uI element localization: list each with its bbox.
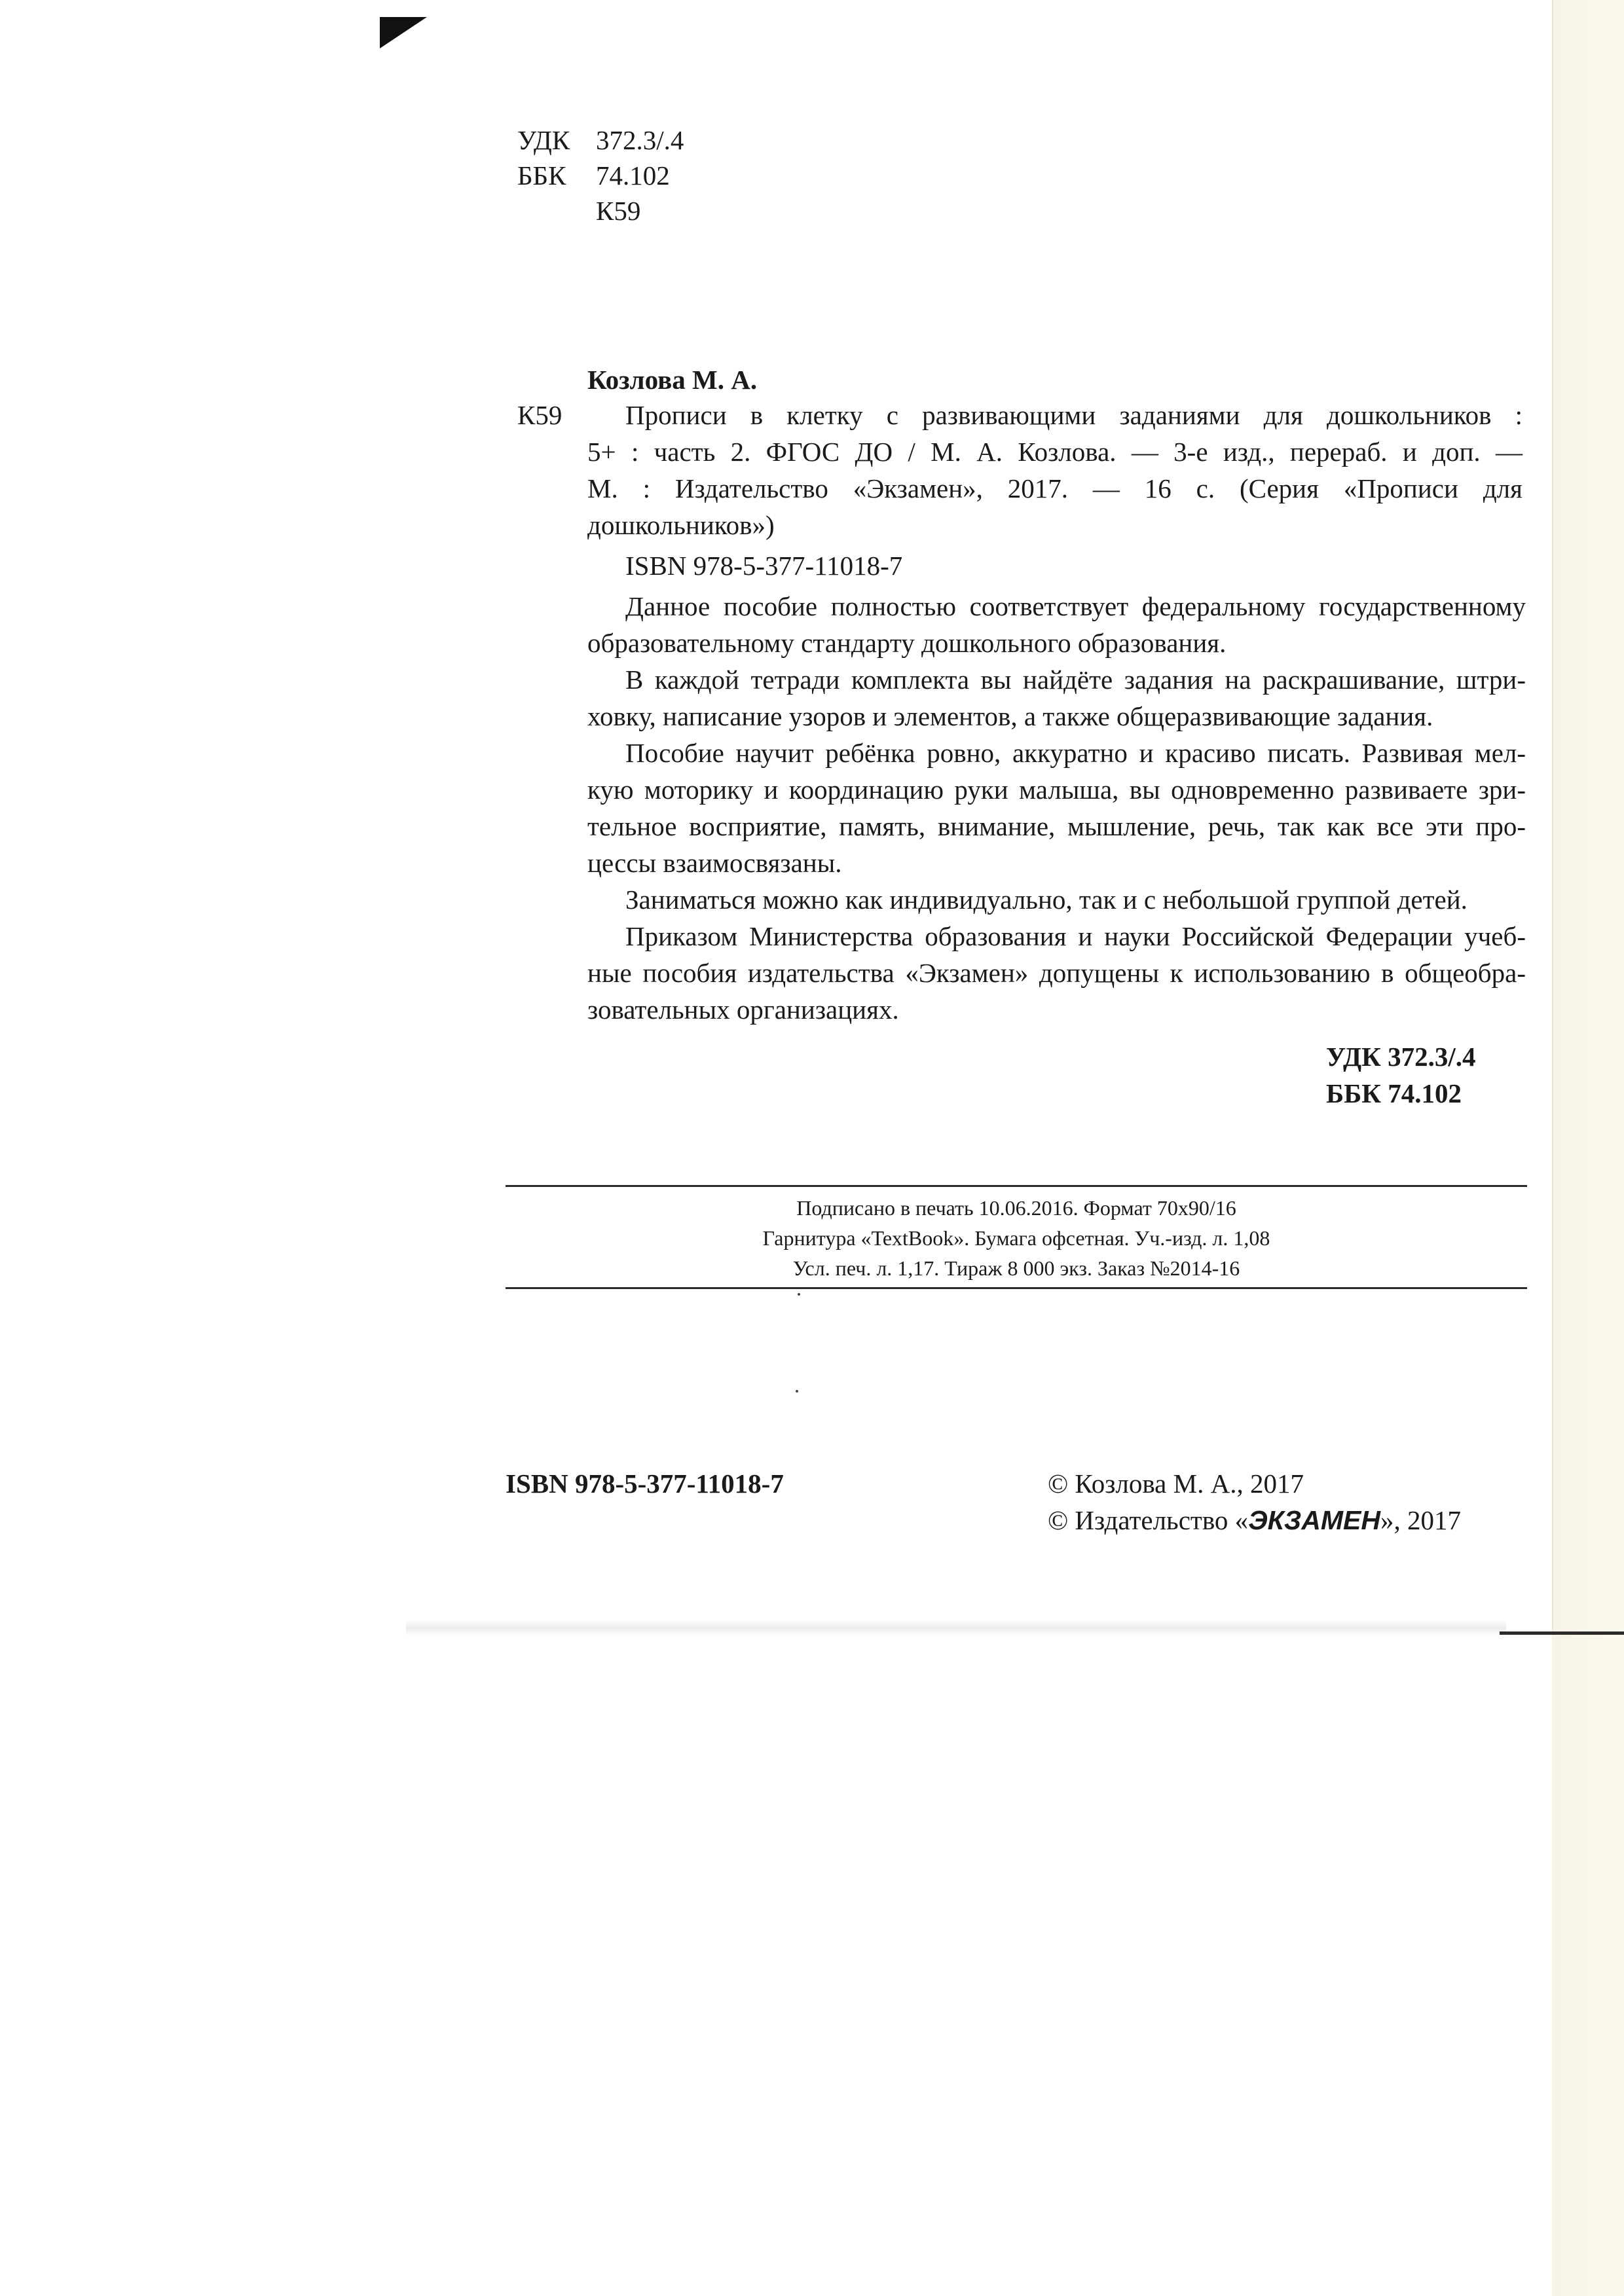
copyright-publisher (1048, 1502, 1461, 1539)
scan-edge-strip (1552, 0, 1624, 2296)
annotation-line: Заниматься можно как индивидуально, так и с небольшой группой детей. (625, 884, 1467, 915)
record-line-2: 5+ : часть 2. ФГОС ДО / М. А. Козлова. — 3-е изд., перераб. и доп. — (587, 437, 1522, 467)
copyright-publisher-prefix: © Издательство « (1048, 1505, 1249, 1535)
copyright-publisher-suffix: », 2017 (1380, 1505, 1461, 1535)
bbk-top-value: 74.102 (596, 160, 670, 191)
record-line-4: дошкольников») (587, 510, 775, 540)
scan-edge-line (1552, 0, 1553, 1630)
annotation-line: цессы взаимосвязаны. (587, 848, 842, 878)
annotation-line: ные пособия издательства «Экзамен» допущены к использованию в общеобра- (587, 958, 1526, 988)
scan-speck (796, 1390, 798, 1393)
udk-top-value: 372.3/.4 (596, 125, 684, 155)
annotation-line: зовательных организациях. (587, 994, 899, 1025)
record-author: Козлова М. А. (587, 365, 758, 395)
annotation-line: кую моторику и координацию руки малыша, вы одновременно развиваете зри- (587, 774, 1526, 805)
udk-top-label: УДК (517, 125, 570, 155)
scan-corner-mark (380, 17, 427, 48)
publisher-brand: ЭКЗАМЕН (1248, 1505, 1380, 1535)
imprint-rule-top (506, 1185, 1527, 1187)
imprint-rule-bottom (506, 1287, 1527, 1289)
record-line-3: М. : Издательство «Экзамен», 2017. — 16 с. (Серия «Прописи для (587, 473, 1522, 503)
annotation-line: Приказом Министерства образования и науки Российской Федерации учеб- (625, 921, 1526, 951)
record-isbn: ISBN 978-5-377-11018-7 (625, 551, 903, 581)
scan-speck (798, 1293, 800, 1296)
annotation-line: ховку, написание узоров и элементов, а также общеразвивающие задания. (587, 701, 1433, 731)
record-author-mark: К59 (517, 400, 563, 430)
bbk-top-label: ББК (517, 160, 566, 191)
bbk-bottom: ББК 74.102 (1326, 1078, 1462, 1108)
imprint-line: Усл. печ. л. 1,17. Тираж 8 000 экз. Заказ №2014-16 (792, 1256, 1240, 1280)
annotation-line: Данное пособие полностью соответствует федеральному государственному (625, 591, 1526, 621)
udk-bottom: УДК 372.3/.4 (1326, 1042, 1476, 1072)
copyright-author: © Козлова М. А., 2017 (1048, 1468, 1304, 1499)
annotation-line: В каждой тетради комплекта вы найдёте задания на раскрашивание, штри- (625, 665, 1526, 695)
imprint-line: Подписано в печать 10.06.2016. Формат 70х90/16 (796, 1196, 1236, 1220)
scan-bottom-line (1500, 1631, 1624, 1635)
annotation-line: образовательному стандарту дошкольного образования. (587, 628, 1227, 658)
footer-isbn: ISBN 978-5-377-11018-7 (506, 1468, 784, 1499)
imprint-line: Гарнитура «TextBook». Бумага офсетная. Уч.-изд. л. 1,08 (762, 1226, 1270, 1250)
author-mark-top: К59 (596, 196, 641, 226)
scan-shadow (406, 1620, 1506, 1636)
annotation-line: Пособие научит ребёнка ровно, аккуратно и красиво писать. Развивая мел- (625, 738, 1526, 768)
annotation-line: тельное восприятие, память, внимание, мышление, речь, так как все эти про- (587, 811, 1526, 841)
record-line-1: Прописи в клетку с развивающими заданиями для дошкольников : (625, 400, 1522, 430)
